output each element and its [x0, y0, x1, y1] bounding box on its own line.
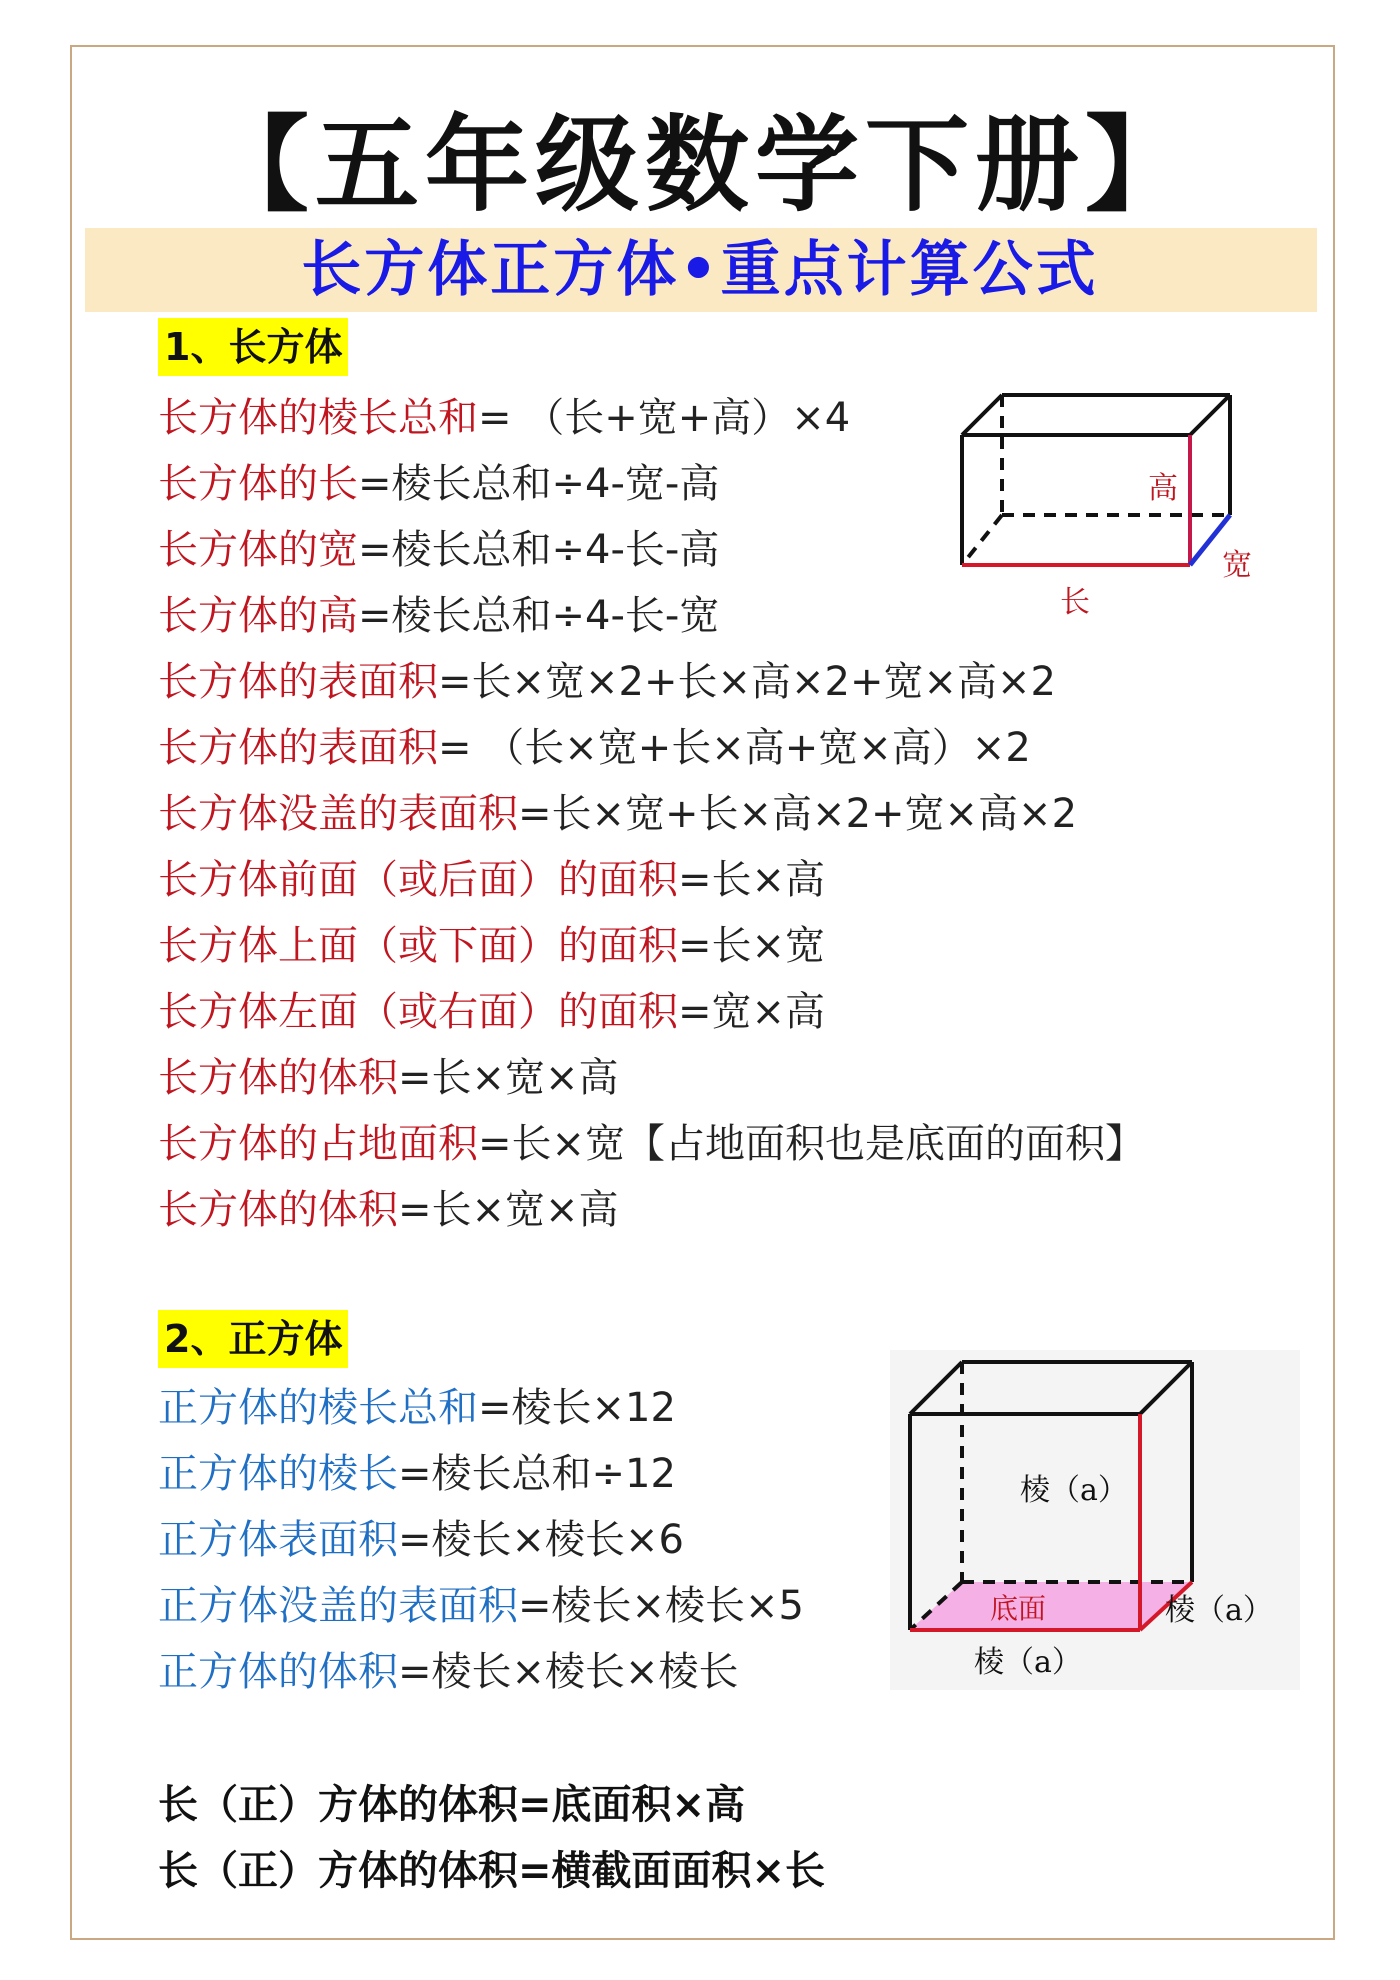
formula-line [158, 652, 1056, 712]
formula-term: 长方体没盖的表面积 [158, 791, 518, 837]
formula-line [158, 454, 719, 514]
formula-term: 长方体前面（或后面）的面积 [158, 857, 678, 903]
formula-term: 正方体的棱长 [158, 1451, 398, 1497]
page-title: 【五年级数学下册】 [204, 103, 1195, 226]
summary-line: 长（正）方体的体积=底面积×高 [158, 1782, 746, 1828]
formula-expr: =长×宽×高 [398, 1187, 619, 1233]
formula-term: 长方体左面（或右面）的面积 [158, 989, 678, 1035]
formula-expr: = （长×宽+长×高+宽×高）×2 [438, 725, 1031, 771]
formula-expr: =棱长总和÷4-长-宽 [358, 593, 720, 639]
formula-line [158, 520, 719, 580]
summary-line: 长（正）方体的体积=横截面面积×长 [158, 1848, 826, 1894]
formula-expr: =棱长×棱长×棱长 [398, 1649, 739, 1695]
formula-term: 正方体的体积 [158, 1649, 398, 1695]
formula-line [158, 388, 850, 448]
formula-line [158, 1378, 676, 1438]
formula-line [158, 1510, 684, 1570]
formula-term: 长方体的棱长总和 [158, 395, 478, 441]
formula-expr: = （长+宽+高）×4 [478, 395, 851, 441]
formula-expr: =棱长总和÷4-长-高 [358, 527, 720, 573]
formula-term: 正方体表面积 [158, 1517, 398, 1563]
formula-line [158, 850, 825, 910]
cube-base-label: 底面 [990, 1592, 1047, 1625]
cuboid-diagram [950, 380, 1290, 630]
formula-expr: =长×宽+长×高×2+宽×高×2 [518, 791, 1078, 837]
cuboid-height-label: 高 [1148, 471, 1178, 506]
formula-line [158, 1114, 1145, 1174]
formula-line [158, 1576, 804, 1636]
cube-edge-label: 棱（a） [1165, 1593, 1273, 1628]
cube-diagram-background [890, 1350, 1300, 1690]
formula-expr: =长×宽×高 [398, 1055, 619, 1101]
formula-expr: =长×宽 [678, 923, 826, 969]
formula-term: 长方体的体积 [158, 1055, 398, 1101]
formula-expr: =棱长总和÷4-宽-高 [358, 461, 720, 507]
cuboid-length-label: 长 [1060, 585, 1090, 620]
formula-line [158, 982, 825, 1042]
formula-line [158, 1048, 619, 1108]
formula-expr: =长×宽【占地面积也是底面的面积】 [478, 1121, 1146, 1167]
cuboid-edge [1190, 395, 1230, 435]
cube-edge-label: 棱（a） [1020, 1473, 1128, 1508]
formula-line [158, 718, 1031, 778]
formula-line [158, 1642, 739, 1702]
formula-term: 长方体的占地面积 [158, 1121, 478, 1167]
formula-term: 长方体的高 [158, 593, 358, 639]
formula-term: 长方体的宽 [158, 527, 358, 573]
cube-edge-label: 棱（a） [974, 1645, 1082, 1680]
formula-term: 正方体没盖的表面积 [158, 1583, 518, 1629]
formula-term: 正方体的棱长总和 [158, 1385, 478, 1431]
formula-expr: =棱长总和÷12 [398, 1451, 676, 1497]
page-subtitle: 长方体正方体•重点计算公式 [301, 235, 1099, 305]
formula-term: 长方体的表面积 [158, 659, 438, 705]
section-heading-cuboid: 1、长方体 [158, 318, 348, 376]
formula-term: 长方体的长 [158, 461, 358, 507]
formula-line [158, 1444, 676, 1504]
cube-diagram [890, 1350, 1300, 1690]
formula-line [158, 784, 1077, 844]
formula-expr: =长×宽×2+长×高×2+宽×高×2 [438, 659, 1056, 705]
cuboid-width-label: 宽 [1222, 548, 1252, 583]
formula-expr: =长×高 [678, 857, 826, 903]
formula-expr: =棱长×棱长×6 [398, 1517, 684, 1563]
formula-line [158, 916, 825, 976]
cuboid-edge [962, 395, 1002, 435]
formula-expr: =宽×高 [678, 989, 826, 1035]
section-heading-cube: 2、正方体 [158, 1310, 348, 1368]
formula-expr: =棱长×12 [478, 1385, 676, 1431]
formula-expr: =棱长×棱长×5 [518, 1583, 804, 1629]
formula-term: 长方体上面（或下面）的面积 [158, 923, 678, 969]
formula-term: 长方体的表面积 [158, 725, 438, 771]
formula-term: 长方体的体积 [158, 1187, 398, 1233]
cuboid-hidden-edge [962, 515, 1002, 565]
formula-line [158, 1180, 619, 1240]
formula-line [158, 586, 719, 646]
